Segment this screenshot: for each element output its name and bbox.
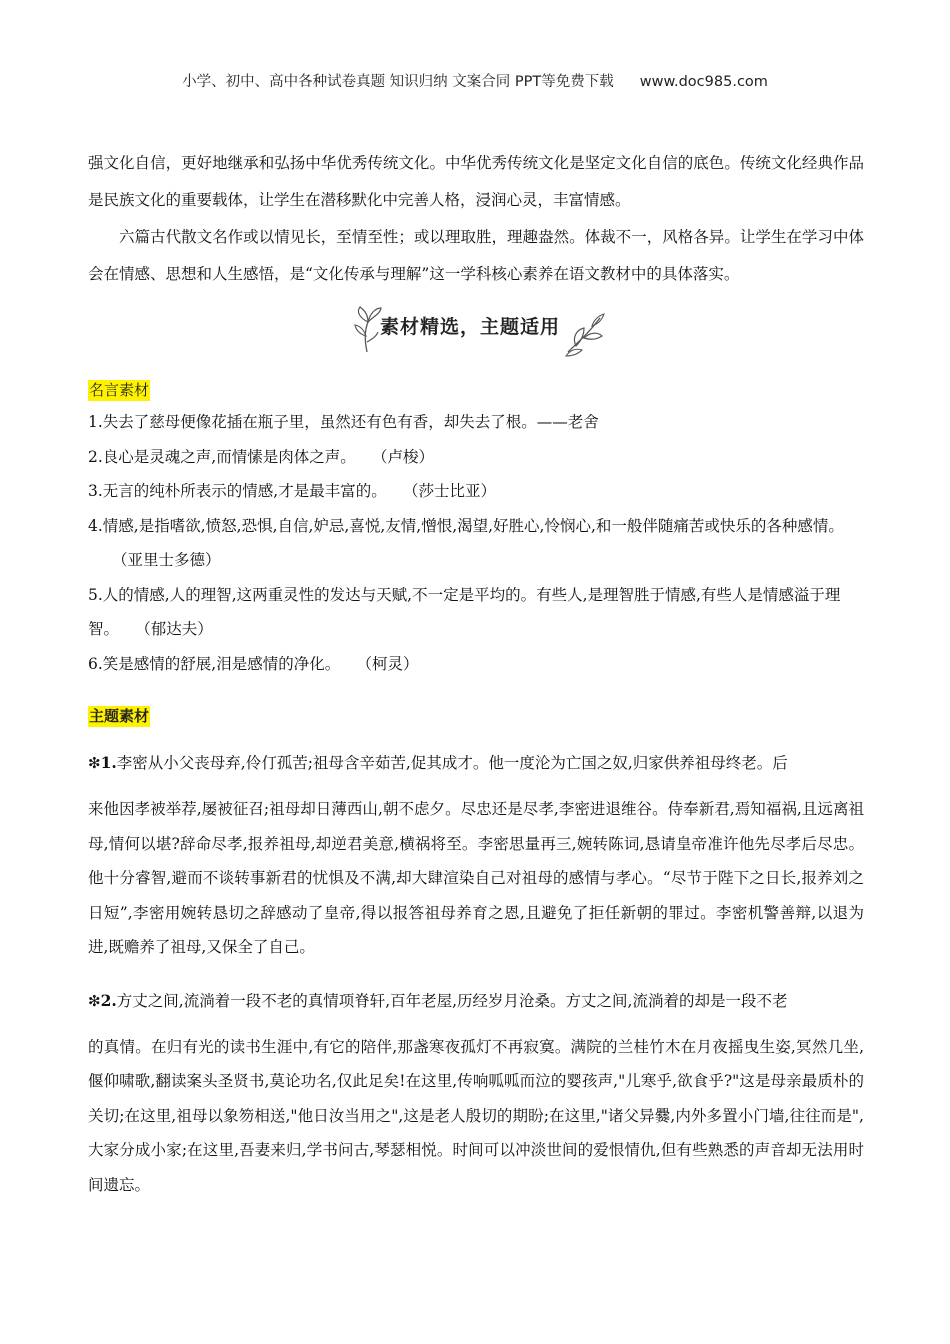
theme-item-2-body: 的真情。在归有光的读书生涯中,有它的陪伴,那盏寒夜孤灯不再寂寞。满院的兰桂竹木在月夜摇曳生姿,冥然几坐,偃仰啸歌,翻读案头圣贤书,莫论功名,仅此足矣!在这里,传响呱呱而泣的婴孩声,"儿寒乎,欲食乎?"这是母亲最质朴的关切;在这里,祖母以象笏相送,"他日汝当用之",这是老人殷切的期盼;在这里,"诸父异爨,内外多置小门墙,往往而是",大家分成小家;在这里,吾妻来归,学书问古,琴瑟相悦。时间可以冲淡世间的爱恨情仇,但有些熟悉的声音却无法用时间遗忘。 — [88, 1037, 864, 1194]
quotes-section — [88, 380, 864, 681]
quote-author: （亚里士多德） — [112, 551, 221, 569]
flower-icon — [350, 304, 384, 354]
quote-item: 2.良心是灵魂之声,而情愫是肉体之声。 （卢梭） — [88, 447, 434, 466]
theme-item-2: ❇2.方丈之间,流淌着一段不老的真情项脊轩,百年老屋,历经岁月沧桑。方丈之间,流淌着的却是一段不老 的真情。在归有光的读书生涯中,有它的陪伴,那盏寒夜孤灯不再寂寞。满院的兰桂竹木在月夜摇曳生姿,冥然几坐,偃仰啸歌,翻读案头圣贤书,莫论功名,仅此足矣!在这里,传响呱呱而泣的婴孩声,"儿寒乎,欲食乎?"这是母亲最质朴的关切;在这里,祖母以象笏相送,"他日汝当用之",这是老人殷切的期盼;在这里,"诸父异爨,内外多置小门墙,往往而是",大家分成小家;在这里,吾妻来归,学书问古,琴瑟相悦。时间可以冲淡世间的爱恨情仇,但有些熟悉的声音却无法用时间遗忘。 — [88, 984, 864, 1203]
quote-item: 5.人的情感,人的理智,这两重灵性的发达与天赋,不一定是平均的。有些人,是理智胜于情感,有些人是情感溢于理智。 （郁达夫） — [88, 585, 841, 638]
theme-item-1: ❇1.李密从小父丧母弃,伶仃孤苦;祖母含辛茹苦,促其成才。他一度沦为亡国之奴,归家供养祖母终老。后 来他因孝被举荐,屡被征召;祖母却日薄西山,朝不虑夕。尽忠还是尽孝,李密进退维谷。侍奉新君,焉知福祸,且远离祖母,情何以堪?辞命尽孝,报养祖母,却逆君美意,横祸将至。李密思量再三,婉转陈词,恳请皇帝准许他先尽孝后尽忠。他十分睿智,避而不谈转事新君的忧惧及不满,却大肆渲染自己对祖母的感情与孝心。“尽节于陛下之日长,报养刘之日短”,李密用婉转恳切之辞感动了皇帝,得以报答祖母养育之恩,且避免了拒任新朝的罪过。李密机警善辩,以退为进,既赡养了祖母,又保全了自己。 — [88, 746, 864, 965]
header-site-link[interactable]: www.doc985.com — [639, 74, 768, 90]
snowflake-bullet-icon: ❇ — [88, 754, 101, 772]
quote-item: 1.失去了慈母便像花插在瓶子里，虽然还有色有香，却失去了根。——老舍 — [88, 413, 599, 431]
theme-item-1-body: 来他因孝被举荐,屡被征召;祖母却日薄西山,朝不虑夕。尽忠还是尽孝,李密进退维谷。侍奉新君,焉知福祸,且远离祖母,情何以堪?辞命尽孝,报养祖母,却逆君美意,横祸将至。李密思量再三,婉转陈词,恳请皇帝准许他先尽孝后尽忠。他十分睿智,避而不谈转事新君的忧惧及不满,却大肆渲染自己对祖母的感情与孝心。“尽节于陛下之日长,报养刘之日短”,李密用婉转恳切之辞感动了皇帝,得以报答祖母养育之恩,且避免了拒任新朝的罪过。李密机警善辩,以退为进,既赡养了祖母,又保全了自己。 — [88, 800, 864, 956]
page-header — [0, 70, 950, 91]
themes-label: 主题素材 — [89, 707, 150, 725]
quotes-label: 名言素材 — [89, 381, 150, 399]
quote-author: （卢梭） — [379, 447, 434, 466]
quotes-list — [88, 405, 864, 681]
quote-item: 6.笑是感情的舒展,泪是感情的净化。 （柯灵） — [88, 654, 419, 673]
quote-author: （柯灵） — [364, 654, 419, 673]
section-banner — [350, 302, 600, 358]
quote-item: 3.无言的纯朴所表示的情感,才是最丰富的。 （莎士比亚） — [88, 482, 496, 500]
snowflake-bullet-icon: ❇ — [88, 991, 101, 1010]
quote-author: （郁达夫） — [143, 620, 213, 638]
quote-author: （莎士比亚） — [410, 482, 496, 500]
banner-title: 素材精选，主题适用 — [380, 316, 561, 338]
themes-section — [88, 706, 864, 1202]
header-text: 小学、初中、高中各种试卷真题 知识归纳 文案合同 PPT等免费下载 — [182, 74, 614, 90]
quote-item: 4.情感,是指嗜欲,愤怒,恐惧,自信,妒忌,喜悦,友情,憎恨,渴望,好胜心,怜悯心,和一般伴随痛苦或快乐的各种感情。（亚里士多德） — [88, 516, 844, 569]
intro-paragraph-2: 六篇古代散文名作或以情见长，至情至性；或以理取胜，理趣盎然。体裁不一，风格各异。让学生在学习中体会在情感、思想和人生感悟，是“文化传承与理解”这一学科核心素养在语文教材中的具体落实。 — [88, 228, 864, 283]
leaf-sprig-icon — [562, 312, 606, 358]
intro-section — [88, 145, 864, 293]
intro-paragraph-1: 强文化自信，更好地继承和弘扬中华优秀传统文化。中华优秀传统文化是坚定文化自信的底色。传统文化经典作品是民族文化的重要载体，让学生在潜移默化中完善人格，浸润心灵，丰富情感。 — [88, 154, 864, 209]
